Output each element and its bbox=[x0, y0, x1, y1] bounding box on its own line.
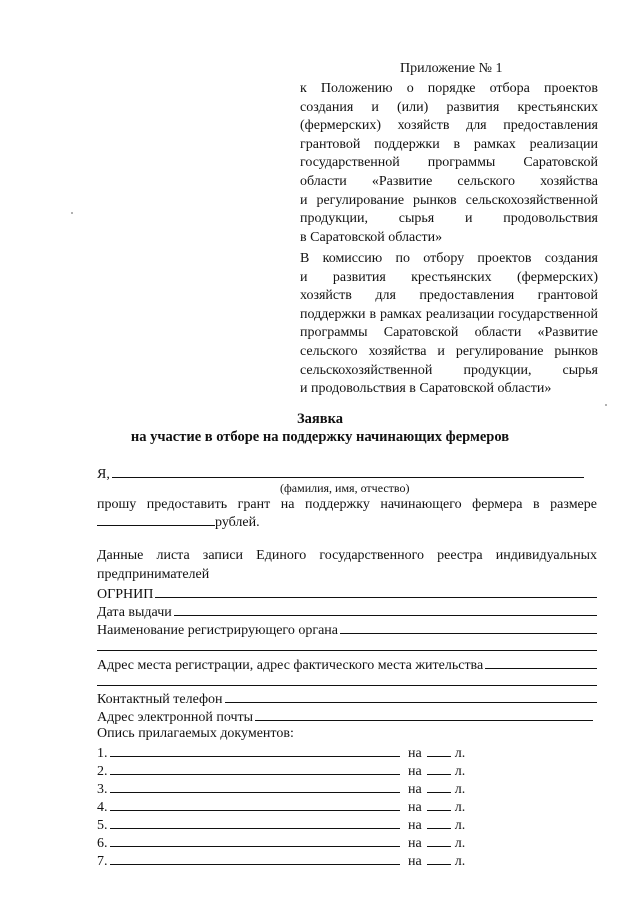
documents-heading-row bbox=[97, 725, 597, 743]
document-on-label: на bbox=[408, 854, 422, 869]
document-pages-field[interactable] bbox=[427, 761, 451, 775]
issue-date-row bbox=[97, 602, 597, 620]
document-pages-label: л. bbox=[454, 854, 466, 869]
document-pages-field[interactable] bbox=[427, 797, 451, 811]
address-row bbox=[97, 655, 597, 673]
appendix-title: Приложение № 1 bbox=[400, 61, 503, 76]
document-pages-label: л. bbox=[454, 764, 466, 779]
reference-line: (фермерских) хозяйств для предоставления bbox=[300, 118, 598, 134]
document-on-label: на bbox=[408, 818, 422, 833]
email-field[interactable] bbox=[255, 707, 593, 721]
document-item bbox=[97, 797, 477, 815]
document-name-field[interactable] bbox=[110, 833, 400, 847]
addressee-line: и развития крестьянских (фермерских) bbox=[300, 269, 598, 285]
ogrnip-field[interactable] bbox=[155, 584, 597, 598]
addressee-line: хозяйств для предоставления грантовой bbox=[300, 288, 598, 304]
document-number: 3. bbox=[97, 782, 108, 797]
document-number: 5. bbox=[97, 818, 108, 833]
reference-line: и регулирование рынков сельскохозяйственной bbox=[300, 192, 598, 208]
currency-label: рублей. bbox=[215, 515, 260, 530]
document-pages-label: л. bbox=[454, 818, 466, 833]
document-item bbox=[97, 833, 477, 851]
document-pages-field[interactable] bbox=[427, 815, 451, 829]
registry-intro: Данные листа записи Единого государственного реестра индивидуальных предпринимателей bbox=[97, 548, 597, 582]
document-pages-label: л. bbox=[454, 782, 466, 797]
addressee-line: программы Саратовской области «Развитие bbox=[300, 325, 598, 341]
applicant-name-row bbox=[97, 464, 584, 482]
addressee-line: и продовольствия в Саратовской области» bbox=[300, 381, 552, 397]
reference-line: грантовой поддержки в рамках реализации bbox=[300, 136, 598, 152]
addressee-line: поддержки в рамках реализации государственной bbox=[300, 306, 598, 322]
document-item bbox=[97, 815, 477, 833]
phone-row bbox=[97, 689, 597, 707]
document-name-field[interactable] bbox=[110, 761, 400, 775]
document-name-field[interactable] bbox=[110, 815, 400, 829]
reference-line: области «Развитие сельского хозяйства bbox=[300, 173, 598, 189]
email-row bbox=[97, 707, 593, 725]
appendix-reference bbox=[300, 80, 598, 247]
ogrnip-row bbox=[97, 584, 597, 602]
applicant-name-field[interactable] bbox=[112, 464, 584, 478]
document-on-label: на bbox=[408, 764, 422, 779]
document-pages-label: л. bbox=[454, 800, 466, 815]
address-label: Адрес места регистрации, адрес фактического места жительства bbox=[97, 658, 484, 673]
grant-amount-field[interactable] bbox=[97, 512, 215, 526]
authority-field-continuation[interactable] bbox=[97, 650, 597, 651]
document-item bbox=[97, 779, 477, 797]
document-on-label: на bbox=[408, 800, 422, 815]
document-name-field[interactable] bbox=[110, 797, 400, 811]
ogrnip-label: ОГРНИП bbox=[97, 587, 154, 602]
address-field[interactable] bbox=[485, 655, 597, 669]
authority-row bbox=[97, 620, 597, 638]
document-on-label: на bbox=[408, 746, 422, 761]
address-field-continuation[interactable] bbox=[97, 685, 597, 686]
document-number: 6. bbox=[97, 836, 108, 851]
documents-heading: Опись прилагаемых документов: bbox=[97, 726, 294, 741]
phone-label: Контактный телефон bbox=[97, 692, 223, 707]
request-text: прошу предоставить грант на поддержку начинающего фермера в размере bbox=[97, 497, 597, 512]
reference-line: государственной программы Саратовской bbox=[300, 155, 598, 171]
document-number: 1. bbox=[97, 746, 108, 761]
document-number: 7. bbox=[97, 854, 108, 869]
authority-field[interactable] bbox=[340, 620, 597, 634]
addressee-line: В комиссию по отбору проектов создания bbox=[300, 251, 598, 266]
document-pages-field[interactable] bbox=[427, 779, 451, 793]
document-item bbox=[97, 761, 477, 779]
document-number: 2. bbox=[97, 764, 108, 779]
document-pages-field[interactable] bbox=[427, 743, 451, 757]
document-item bbox=[97, 851, 477, 869]
phone-field[interactable] bbox=[225, 689, 597, 703]
document-name-field[interactable] bbox=[110, 743, 400, 757]
document-on-label: на bbox=[408, 836, 422, 851]
document-pages-field[interactable] bbox=[427, 833, 451, 847]
application-title: Заявка bbox=[297, 411, 343, 427]
addressee-line: сельскохозяйственной продукции, сырья bbox=[300, 362, 598, 378]
document-number: 4. bbox=[97, 800, 108, 815]
applicant-prefix: Я, bbox=[97, 467, 110, 482]
email-label: Адрес электронной почты bbox=[97, 710, 254, 725]
document-pages-field[interactable] bbox=[427, 851, 451, 865]
reference-line: создания и (или) развития крестьянских bbox=[300, 99, 598, 115]
document-on-label: на bbox=[408, 782, 422, 797]
document-pages-label: л. bbox=[454, 836, 466, 851]
issue-date-label: Дата выдачи bbox=[97, 605, 172, 620]
reference-line: к Положению о порядке отбора проектов bbox=[300, 81, 598, 96]
addressee-line: сельского хозяйства и регулирование рынков bbox=[300, 343, 598, 359]
reference-line: продукции, сырья и продовольствия bbox=[300, 211, 598, 227]
application-subtitle: на участие в отборе на поддержку начинающих фермеров bbox=[130, 429, 510, 445]
document-name-field[interactable] bbox=[110, 779, 400, 793]
addressee-block bbox=[300, 250, 598, 399]
issue-date-field[interactable] bbox=[174, 602, 597, 616]
scan-speck bbox=[605, 404, 607, 406]
authority-label: Наименование регистрирующего органа bbox=[97, 623, 338, 638]
scan-speck bbox=[71, 212, 73, 214]
document-pages-label: л. bbox=[454, 746, 466, 761]
document-name-field[interactable] bbox=[110, 851, 400, 865]
document-item bbox=[97, 743, 477, 761]
applicant-name-caption: (фамилия, имя, отчество) bbox=[280, 481, 410, 495]
reference-line: в Саратовской области» bbox=[300, 229, 443, 245]
amount-row bbox=[97, 512, 277, 530]
